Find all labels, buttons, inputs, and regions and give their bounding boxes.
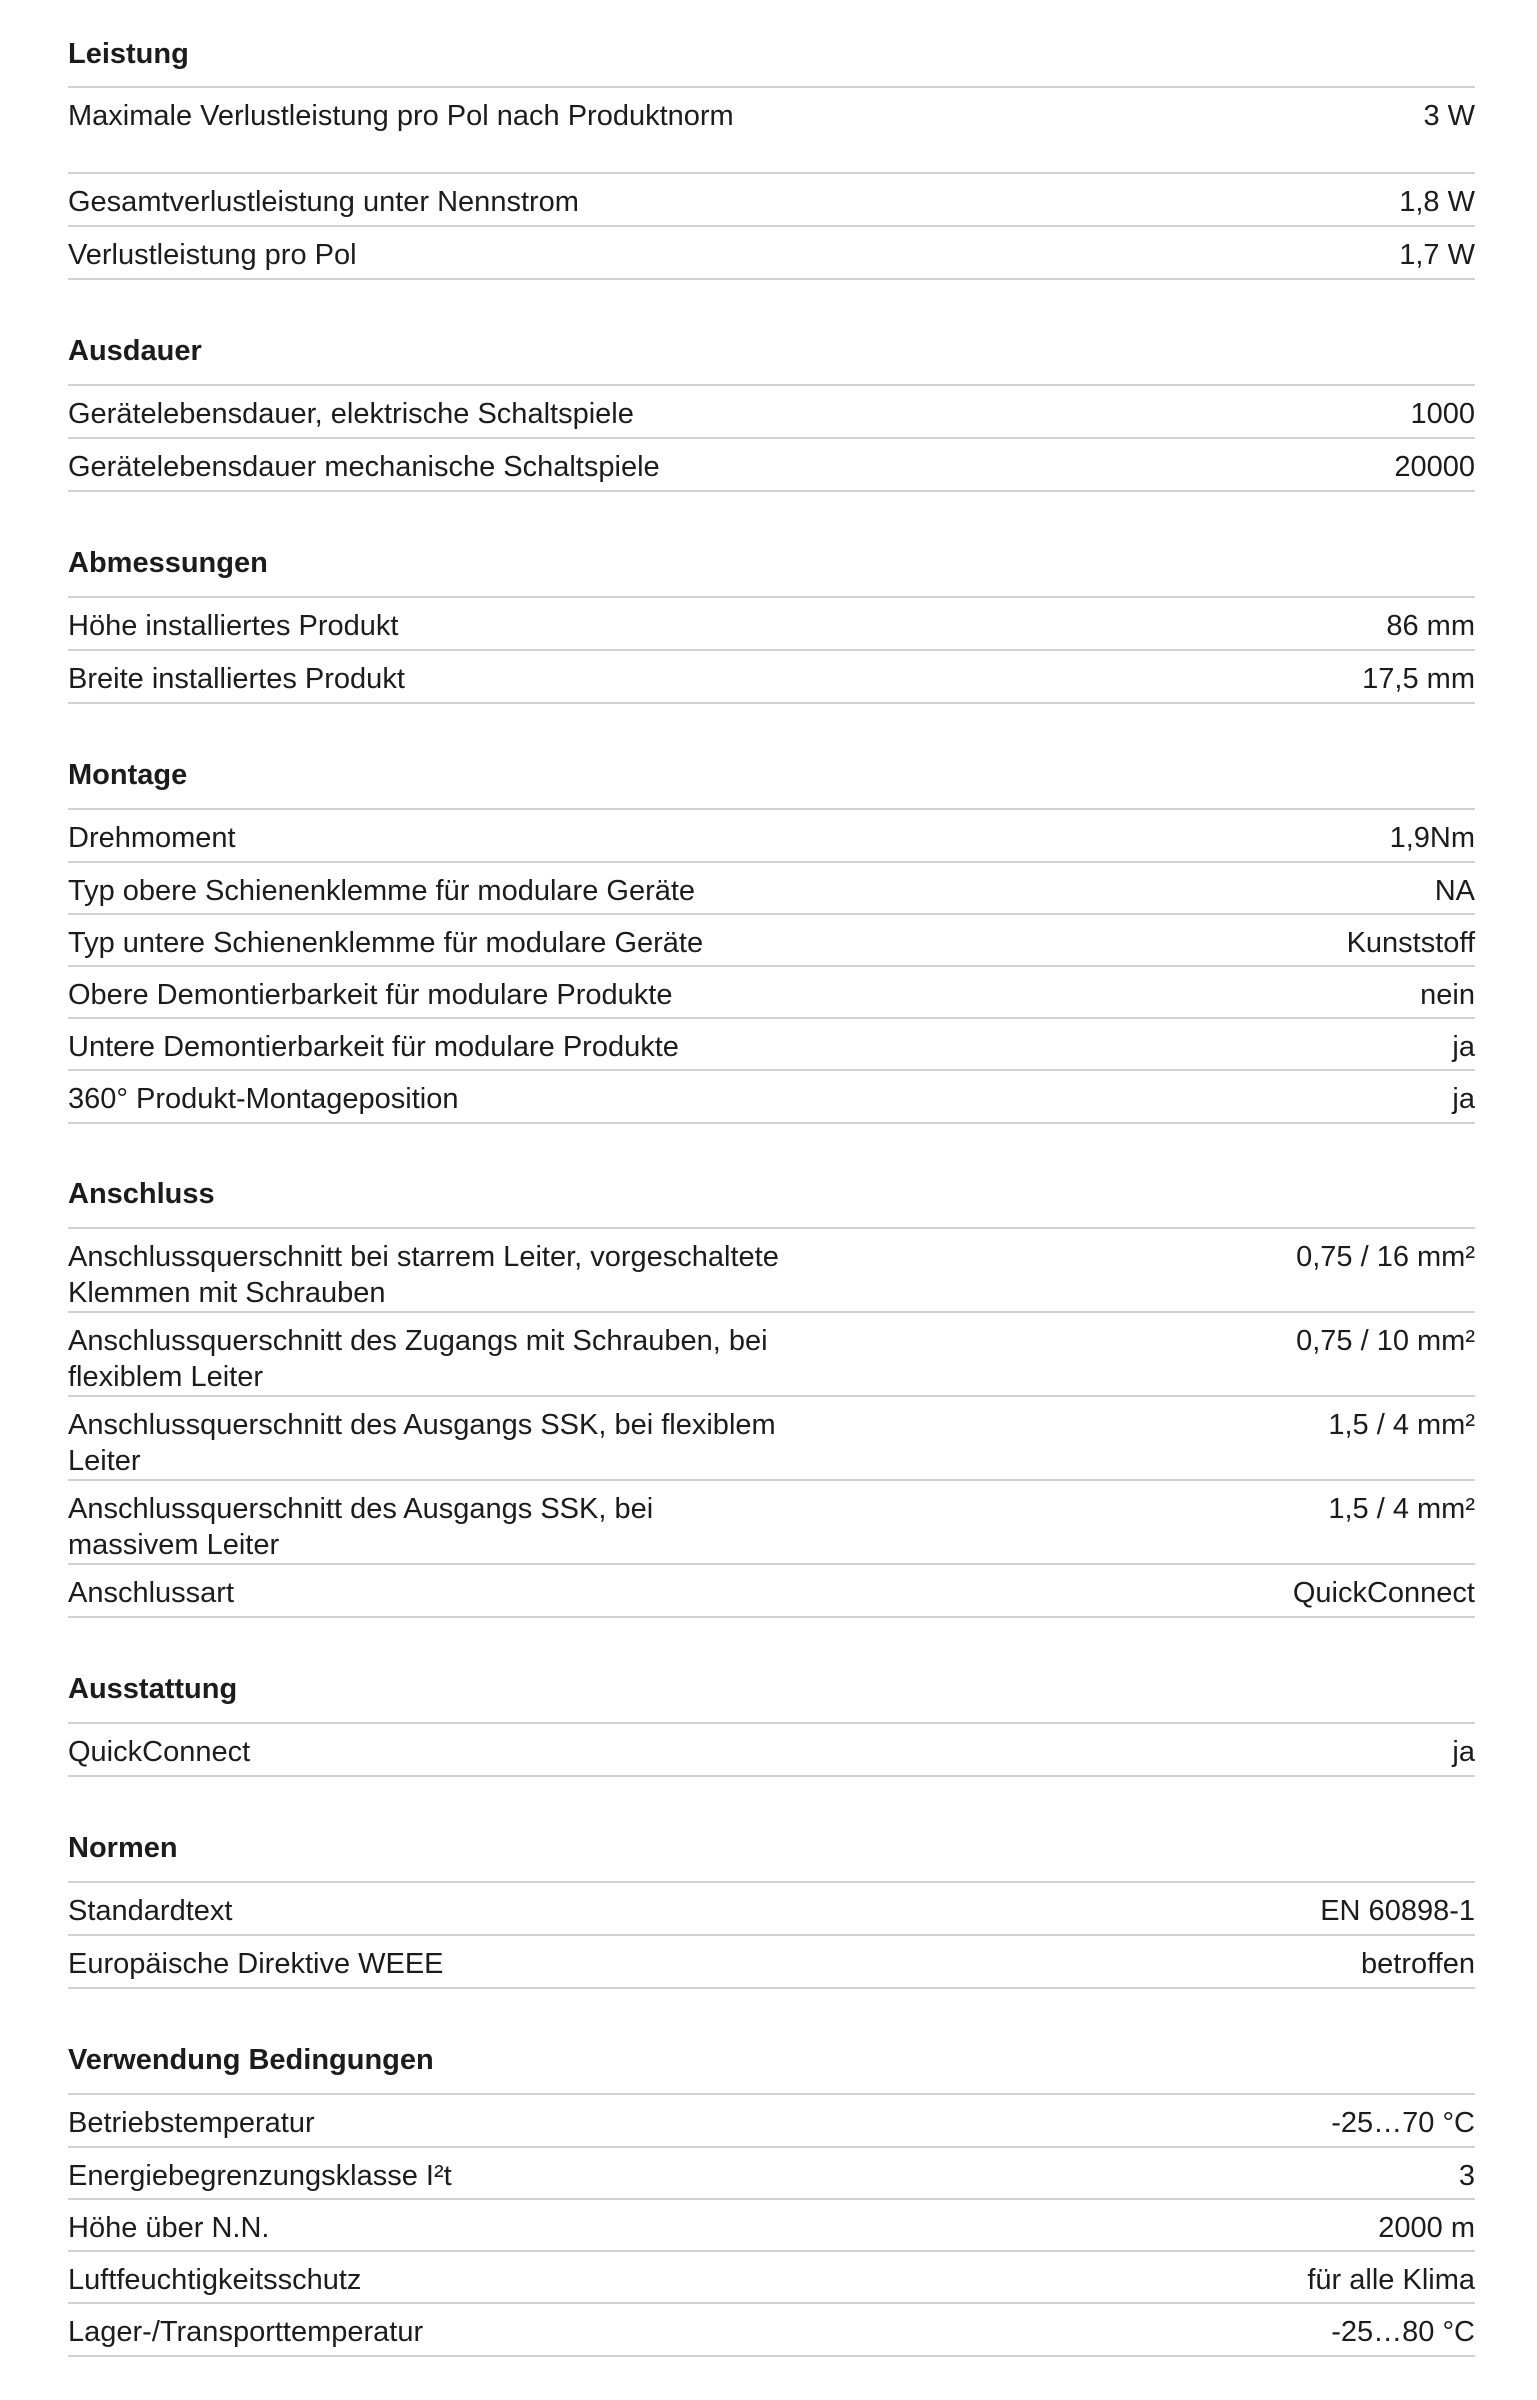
spec-row bbox=[68, 596, 1475, 649]
spec-label: Lager-/Transporttemperatur bbox=[68, 2316, 424, 2348]
section-title-ausdauer: Ausdauer bbox=[68, 335, 202, 367]
spec-label: QuickConnect bbox=[68, 1736, 251, 1768]
spec-value: 20000 bbox=[1394, 451, 1475, 483]
spec-row bbox=[68, 2146, 1475, 2198]
spec-value: ja bbox=[1452, 1736, 1475, 1768]
spec-value: betroffen bbox=[1361, 1948, 1475, 1980]
spec-value: QuickConnect bbox=[1292, 1577, 1475, 1609]
spec-row bbox=[68, 1017, 1475, 1069]
spec-row bbox=[68, 1069, 1475, 1124]
spec-label: Anschlussquerschnitt des Ausgangs SSK, bei massivem Leiter bbox=[68, 1493, 654, 1561]
spec-value: 1,9Nm bbox=[1389, 822, 1475, 854]
spec-row bbox=[68, 1227, 1475, 1311]
section-title-ausstattung: Ausstattung bbox=[68, 1673, 238, 1705]
spec-row bbox=[68, 1722, 1475, 1777]
section-title-verwendung-bedingungen: Verwendung Bedingungen bbox=[68, 2044, 434, 2076]
spec-label: Anschlussquerschnitt bei starrem Leiter, vorgeschaltete Klemmen mit Schrauben bbox=[68, 1241, 779, 1309]
spec-row bbox=[68, 1881, 1475, 1934]
spec-label: Betriebstemperatur bbox=[68, 2107, 315, 2139]
spec-row bbox=[68, 861, 1475, 913]
spec-row bbox=[68, 1311, 1475, 1395]
spec-value: Kunststoff bbox=[1346, 927, 1475, 959]
spec-row bbox=[68, 913, 1475, 965]
spec-label: Typ untere Schienenklemme für modulare Geräte bbox=[68, 927, 704, 959]
spec-value: 17,5 mm bbox=[1362, 663, 1475, 695]
spec-value: 0,75 / 10 mm² bbox=[1296, 1325, 1475, 1357]
spec-row bbox=[68, 1395, 1475, 1479]
spec-value: ja bbox=[1452, 1031, 1475, 1063]
spec-label: Standardtext bbox=[68, 1895, 233, 1927]
spec-row bbox=[68, 225, 1475, 280]
spec-value: 3 W bbox=[1423, 100, 1475, 132]
spec-value: für alle Klima bbox=[1307, 2264, 1475, 2296]
spec-label: Anschlussquerschnitt des Ausgangs SSK, bei flexiblem Leiter bbox=[68, 1409, 776, 1477]
spec-row bbox=[68, 1934, 1475, 1989]
spec-label: Gerätelebensdauer mechanische Schaltspiele bbox=[68, 451, 660, 483]
spec-value: 0,75 / 16 mm² bbox=[1296, 1241, 1475, 1273]
spec-value: 86 mm bbox=[1386, 610, 1475, 642]
spec-value: ja bbox=[1452, 1083, 1475, 1115]
spec-label: Untere Demontierbarkeit für modulare Produkte bbox=[68, 1031, 679, 1063]
spec-value: 1000 bbox=[1410, 398, 1475, 430]
spec-label: Anschlussquerschnitt des Zugangs mit Schrauben, bei flexiblem Leiter bbox=[68, 1325, 768, 1393]
section-title-abmessungen: Abmessungen bbox=[68, 547, 268, 579]
spec-value: -25…80 °C bbox=[1331, 2316, 1475, 2348]
spec-value: 2000 m bbox=[1378, 2212, 1475, 2244]
spec-label: Höhe über N.N. bbox=[68, 2212, 270, 2244]
spec-value: 1,8 W bbox=[1399, 186, 1475, 218]
section-title-montage: Montage bbox=[68, 759, 188, 791]
spec-value: 1,7 W bbox=[1399, 239, 1475, 271]
spec-value: EN 60898-1 bbox=[1320, 1895, 1475, 1927]
spec-label: Maximale Verlustleistung pro Pol nach Produktnorm bbox=[68, 100, 734, 132]
spec-row bbox=[68, 2302, 1475, 2357]
spec-value: 1,5 / 4 mm² bbox=[1328, 1409, 1475, 1441]
spec-label: Höhe installiertes Produkt bbox=[68, 610, 399, 642]
spec-label: Gerätelebensdauer, elektrische Schaltspiele bbox=[68, 398, 634, 430]
spec-row bbox=[68, 172, 1475, 225]
spec-row bbox=[68, 808, 1475, 861]
spec-value: nein bbox=[1420, 979, 1475, 1011]
spec-row bbox=[68, 965, 1475, 1017]
spec-row bbox=[68, 1479, 1475, 1563]
spec-value: NA bbox=[1434, 875, 1475, 907]
spec-row bbox=[68, 1563, 1475, 1618]
section-title-leistung: Leistung bbox=[68, 38, 189, 70]
spec-row bbox=[68, 384, 1475, 437]
spec-label: Breite installiertes Produkt bbox=[68, 663, 405, 695]
section-title-anschluss: Anschluss bbox=[68, 1178, 215, 1210]
spec-row bbox=[68, 2250, 1475, 2302]
spec-row bbox=[68, 2198, 1475, 2250]
spec-value: -25…70 °C bbox=[1331, 2107, 1475, 2139]
spec-label: Gesamtverlustleistung unter Nennstrom bbox=[68, 186, 579, 218]
spec-row bbox=[68, 2093, 1475, 2146]
spec-value: 3 bbox=[1458, 2160, 1475, 2192]
spec-row bbox=[68, 649, 1475, 704]
spec-label: Obere Demontierbarkeit für modulare Produkte bbox=[68, 979, 673, 1011]
spec-label: Luftfeuchtigkeitsschutz bbox=[68, 2264, 362, 2296]
spec-label: 360° Produkt-Montageposition bbox=[68, 1083, 459, 1115]
spec-label: Energiebegrenzungsklasse I²t bbox=[68, 2160, 452, 2192]
spec-label: Verlustleistung pro Pol bbox=[68, 239, 357, 271]
spec-label: Drehmoment bbox=[68, 822, 236, 854]
spec-row bbox=[68, 437, 1475, 492]
spec-label: Typ obere Schienenklemme für modulare Geräte bbox=[68, 875, 696, 907]
spec-label: Europäische Direktive WEEE bbox=[68, 1948, 444, 1980]
spec-value: 1,5 / 4 mm² bbox=[1328, 1493, 1475, 1525]
section-title-normen: Normen bbox=[68, 1832, 178, 1864]
spec-label: Anschlussart bbox=[68, 1577, 235, 1609]
spec-row bbox=[68, 86, 1475, 172]
